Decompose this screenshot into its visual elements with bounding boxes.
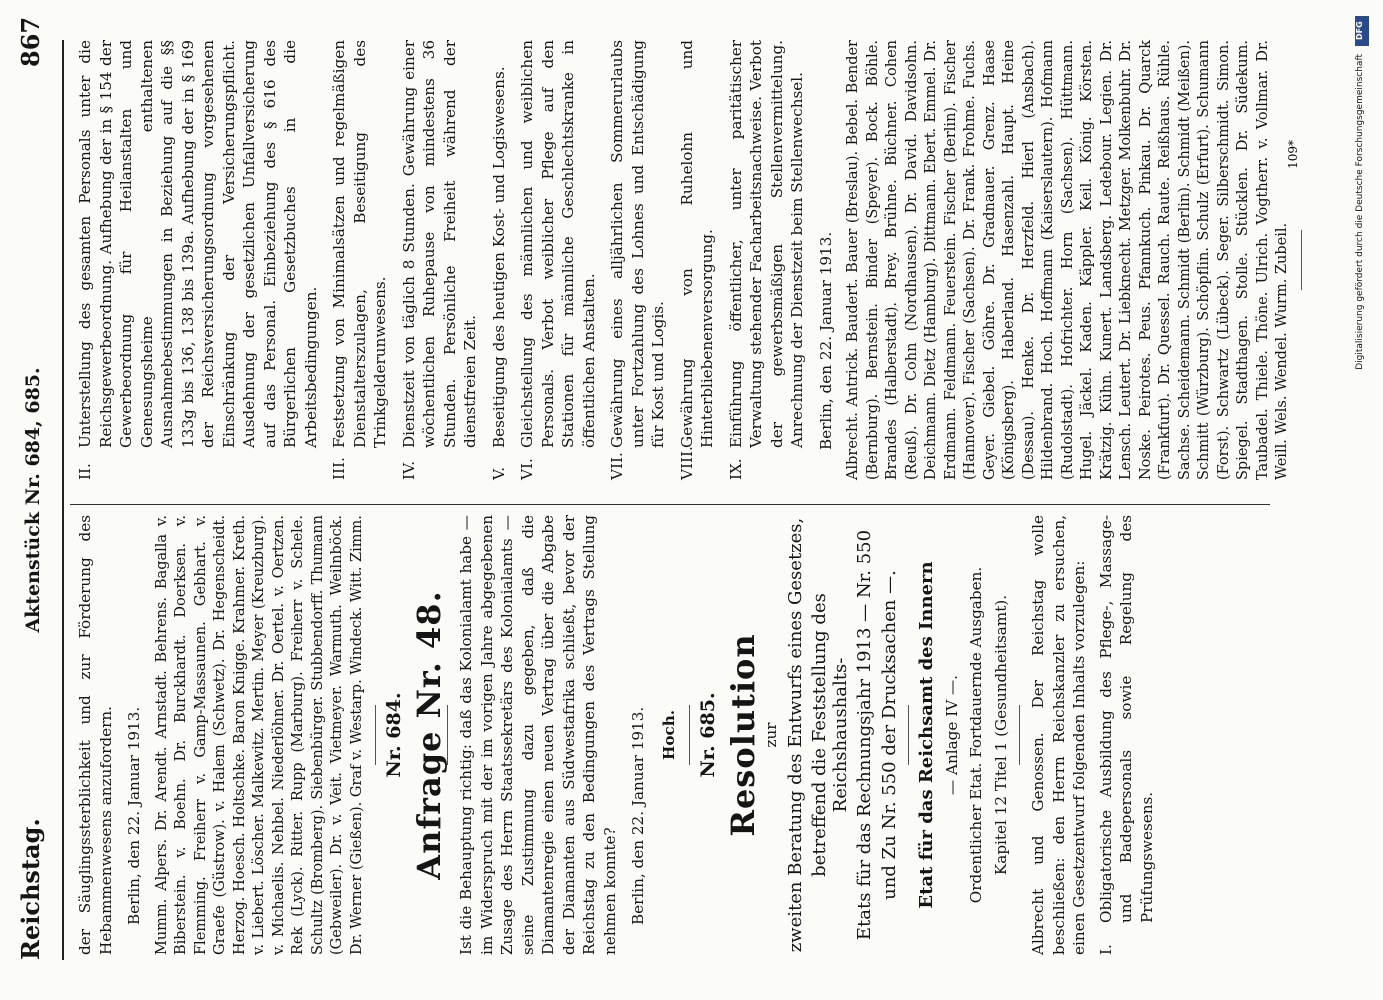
digitization-sidebar xyxy=(1355,10,1375,990)
list-item xyxy=(75,40,321,480)
divider-5 xyxy=(1019,705,1020,765)
item-text: Gewährung eines alljährlichen Sommerurlaubs unter Fortzahlung des Lohnes und Entschädigung für Kost und Logis. xyxy=(608,40,667,448)
item-text: Festsetzung von Minimalsätzen und regelmäßigen Dienstalterszulagen, Beseitigung des Trinkgelderunwesens. xyxy=(330,40,389,448)
etat-heading: Etat für das Reichsamt des Innern xyxy=(916,561,937,909)
title-line-3: Etats für das Rechnungsjahr 1913 — Nr. 550 xyxy=(854,529,875,941)
left-column xyxy=(75,515,1165,955)
item-number: IX. xyxy=(726,458,745,480)
right-column xyxy=(75,40,1310,480)
antrag-text: Albrecht und Genossen. Der Reichstag wolle beschließen: den Herrn Reichskanzler zu ersuchen, einen Gesetzentwurf folgenden Inhalts vorzulegen: xyxy=(1029,515,1088,955)
divider-3 xyxy=(689,705,690,765)
item-number: IV. xyxy=(399,460,418,480)
item-number: III. xyxy=(330,457,348,480)
nr-685-heading: Nr. 685. xyxy=(697,692,719,778)
signature-mark: 109* xyxy=(1286,140,1300,169)
dfg-logo: DFG xyxy=(1355,16,1369,46)
page-number: 867 xyxy=(16,16,45,67)
item-number: V. xyxy=(489,466,508,480)
item-number: VIII. xyxy=(677,446,696,480)
title-line-2: betreffend die Feststellung des Reichshaushalts- xyxy=(809,593,851,877)
item-text: Gleichstellung des männlichen und weiblichen Personals. Verbot weiblicher Pflege auf den Stationen für männliche Geschlechtskranke in öffentlichen Anstalten. xyxy=(518,40,598,448)
column-separator xyxy=(70,504,1270,505)
item-text: Gewährung von Ruhelohn und Hinterbliebenenversorgung. xyxy=(677,40,716,448)
kapitel-label: Kapitel 12 Titel 1 (Gesundheitsamt). xyxy=(991,594,1010,876)
signatories-1: Mumm. Alpers. Dr. Arendt. Arnstadt. Behrens. Bagalla v. Biberstein. v. Boehn. Dr. Burckhardt. Doerksen. v. Flemming. Freiherr v. Gamp-Massaunen. Gebhart. v. Graefe (Güstrow). v. Halem (Schwetz). Dr. Hegenscheidt. Herzog. Hoesch. Holtschke. Baron Knigge. Krahmer. Kreth. v. Liebert. Löscher. Malkewitz. Mertin. Meyer (Kreuzburg). v. Michaelis. Nehbel. Niederlöhner. Dr. Oertel. v. Oertzen. Rek (Lyck). Ritter. Rupp (Marburg). Freiherr v. Schele. Schultz (Bromberg). Siebenbürger. Stubbendorff. Thumann (Gebweiler). Dr. v. Veit. Vietmeyer. Warmuth. Weilnböck. Dr. Werner (Gießen). Graf v. Westarp. Windeck. Witt. Zimm. xyxy=(153,515,365,955)
header-rule xyxy=(62,40,64,960)
signatories-2: Albrecht. Antrick. Baudert. Bauer (Breslau). Bebel. Bender (Bernburg). Bernstein. Binder (Speyer). Bock. Böhle. Brandes (Halberstadt). Brey. Brühne. Büchner. Cohen (Reuß). Dr. Cohn (Nordhausen). Dr. David. Davidsohn. Deichmann. Dietz (Hamburg). Dittmann. Ebert. Emmel. Dr. Erdmann. Feldmann. Feuerstein. Fischer (Berlin). Fischer (Hannover). Fischer (Sachsen). Dr. Frank. Frohme. Fuchs. Geyer. Giebel. Göhre. Dr. Gradnauer. Grenz. Haase (Königsberg). Haberland. Hasenzahl. Haupt. Heine (Dessau). Henke. Dr. Herzfeld. Hierl (Ansbach). Hildenbrand. Hoch. Hoffmann (Kaiserslautern). Hofmann (Rudolstadt). Hofrichter. Horn (Sachsen). Hüttmann. Hugel. Jäckel. Kaden. Käppler. Keil. König. Körsten. Krätzig. Kühn. Kunert. Landsberg. Ledebour. Legien. Dr. Lensch. Leutert. Dr. Liebknecht. Metzger. Molkenbuhr. Dr. Noske. Peirotes. Peus. Pfannkuch. Pinkau. Dr. Quarck (Frankfurt). Dr. Quessel. Rauch. Raute. Reißhaus. Rühle. Sachse. Scheidemann. Schmidt (Berlin). Schmidt (Meißen). Schmitt (Würzburg). Schöpflin. Schulz (Erfurt). Schumann (Forst). Schwartz (Lübeck). Seger. Silberschmidt. Simon. Spiegel. Stadthagen. Stolle. Stücklen. Dr. Südekum. Taubadel. Thiele. Thöne. Ulrich. Vogtherr. v. Vollmar. Dr. Weill. Wels. Wendel. Wurm. Zubeil. xyxy=(845,40,1290,480)
intro-text: der Säuglingssterblichkeit und zur Förderung des Hebammenwesens anzufordern. xyxy=(76,515,115,955)
header-left: Reichstag. xyxy=(16,818,45,960)
item-text: Unterstellung des gesamten Personals unter die Reichsgewerbeordnung. Aufhebung der in § 154 der Gewerbeordnung für Heilanstalten und Genesungsheime enthaltenen Ausnahmebestimmungen in Beziehung auf die §§ 133g bis 136, 138 bis 139a. Aufhebung der in § 169 der Reichsversicherungsordnung vorgesehenen Einschränkung der Versicherungspflicht. Ausdehnung der gesetzlichen Unfallversicherung auf das Personal. Einbeziehung des § 616 des Bürgerlichen Gesetzbuches in die Arbeitsbedingungen. xyxy=(76,40,320,448)
title-line-1: zweiten Beratung des Entwurfs eines Gesetzes, xyxy=(784,517,806,953)
anfrage-heading: Anfrage Nr. 48. xyxy=(409,590,448,880)
list-item xyxy=(399,40,481,480)
running-header xyxy=(16,0,56,1000)
anlage-label: — Anlage IV —. xyxy=(942,674,961,796)
list-item xyxy=(1096,515,1158,955)
date-2: Berlin, den 22. Januar 1913. xyxy=(629,706,647,925)
list-item xyxy=(517,40,599,480)
header-center: Aktenstück Nr. 684, 685. xyxy=(22,367,44,633)
item-number: VII. xyxy=(608,452,626,480)
divider-1 xyxy=(375,705,376,765)
date-3: Berlin, den 22. Januar 1913. xyxy=(816,231,835,450)
item-text: Beseitigung des heutigen Kost- und Logiswesens. xyxy=(489,66,508,448)
signer-hoch: Hoch. xyxy=(659,709,678,761)
list-item xyxy=(329,40,391,480)
list-item xyxy=(726,40,808,480)
resolution-heading: Resolution xyxy=(723,633,762,837)
item-text: Einführung öffentlicher, unter paritätischer Verwaltung stehender Facharbeitsnachweise. Verbot der gewerbsmäßigen Stellenvermittelung. Anrechnung der Dienstzeit beim Stellenwechsel. xyxy=(726,40,806,448)
date-1: Berlin, den 22. Januar 1913. xyxy=(125,706,143,925)
divider-4 xyxy=(908,705,909,765)
ordentlich-label: Ordentlicher Etat. Fortdauernde Ausgaben. xyxy=(967,566,985,904)
zur-label: zur xyxy=(762,722,780,748)
item-number: I. xyxy=(1096,944,1115,955)
list-item xyxy=(677,40,718,480)
anfrage-text: Ist die Behauptung richtig: daß das Kolonialamt habe — im Widerspruch mit der im vorigen Jahre abgegebenen Zusage des Herrn Staatssekretärs des Kolonialamts — seine Zustimmung dazu gegeben, daß die Diamantenregie einen neuen Vertrag über die Abgabe der Diamanten aus Südwestafrika schließt, bevor der Reichstag zu den Bedingungen des Vertrags Stellung nehmen konnte? xyxy=(457,515,619,955)
item-number: VI. xyxy=(518,458,536,480)
title-line-4: und Zu Nr. 550 der Drucksachen —. xyxy=(878,570,900,900)
digitization-credit: Digitalisierung gefördert durch die Deutsche Forschungsgemeinschaft xyxy=(1355,54,1365,370)
list-item xyxy=(489,40,510,480)
item-number: II. xyxy=(76,463,94,480)
divider-6 xyxy=(1301,230,1302,290)
item-text: Obligatorische Ausbildung des Pflege-, Massage- und Badepersonals sowie Regelung des Prüfungswesens. xyxy=(1096,515,1156,923)
item-text: Dienstzeit von täglich 8 Stunden. Gewährung einer wöchentlichen Ruhepause von mindestens 36 Stunden. Persönliche Freiheit während der dienstfreien Zeit. xyxy=(399,40,479,448)
list-item xyxy=(607,40,669,480)
nr-684-heading: Nr. 684. xyxy=(383,692,405,778)
